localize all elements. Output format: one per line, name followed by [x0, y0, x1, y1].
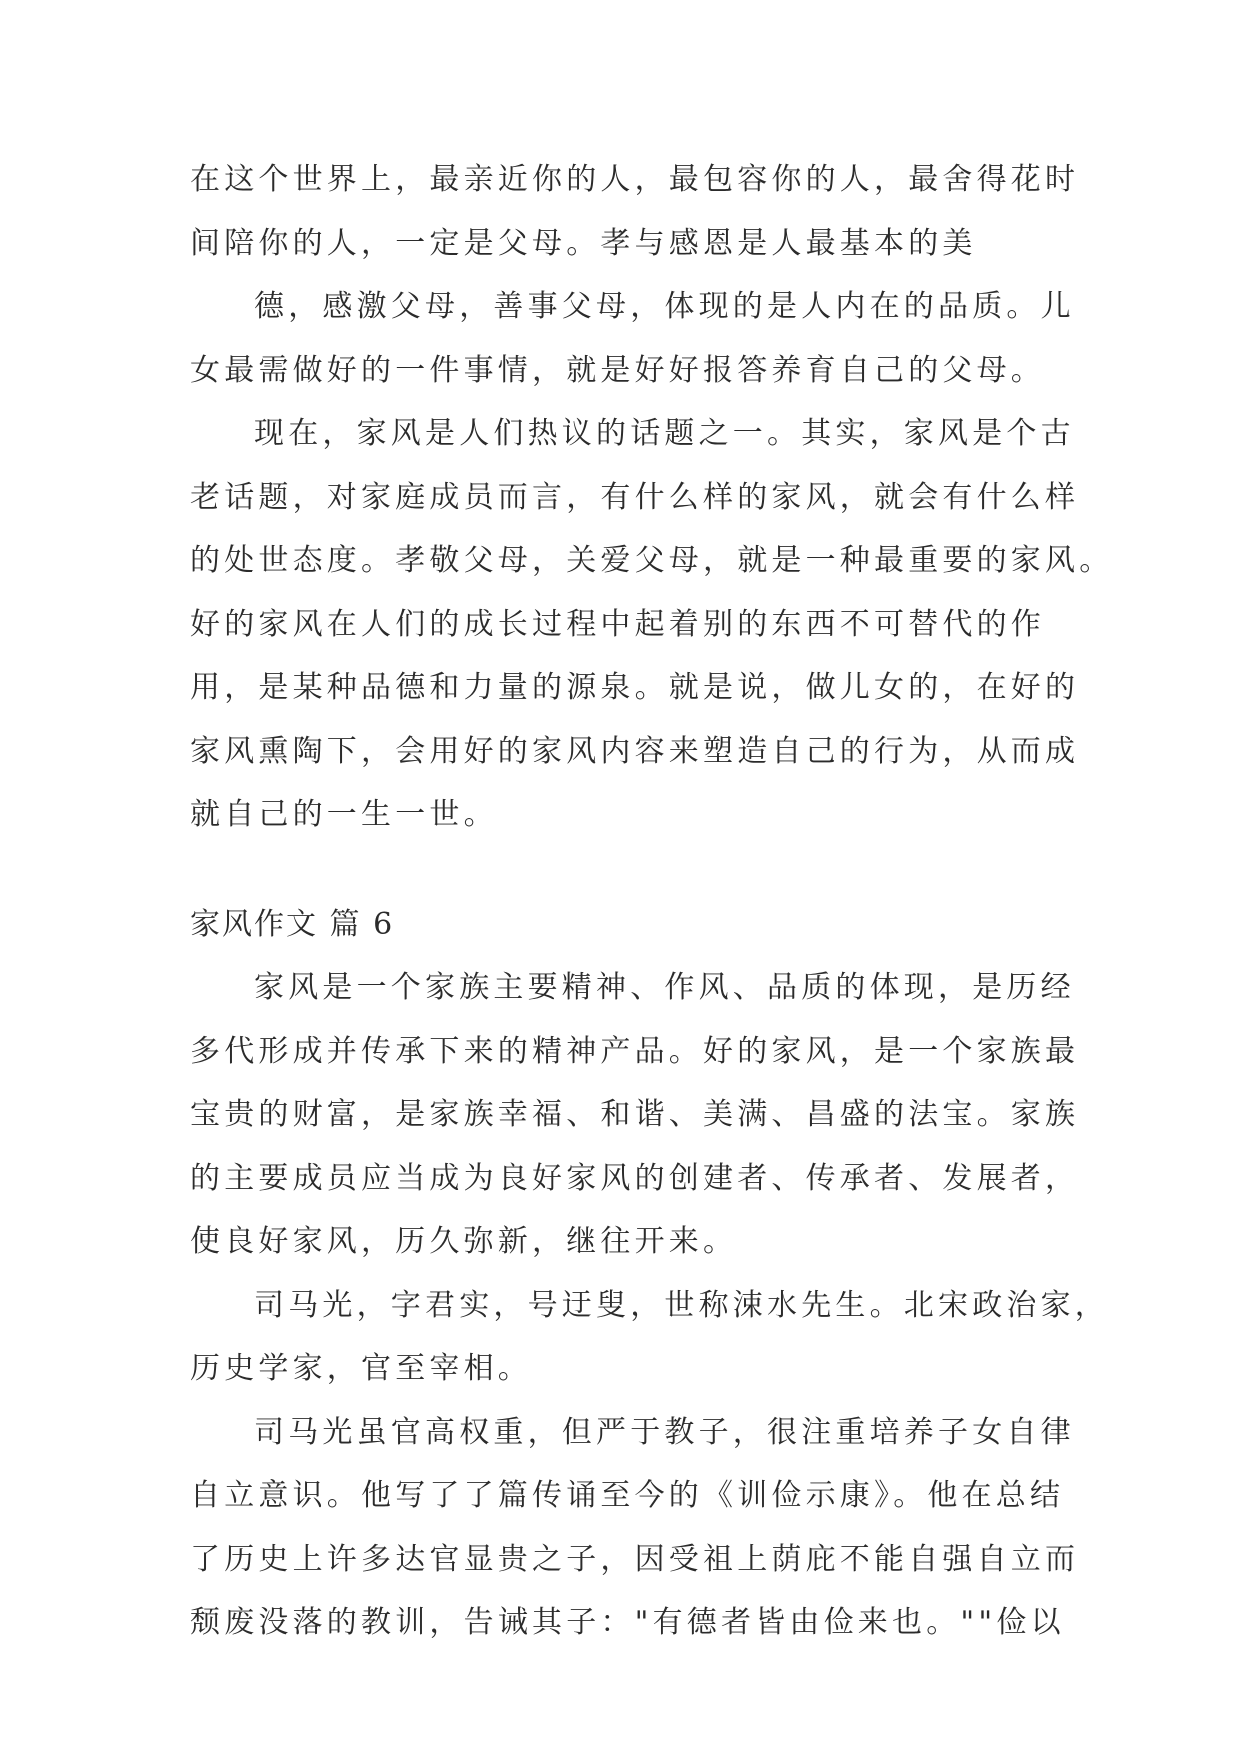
text-line: 的主要成员应当成为良好家风的创建者、传承者、发展者，: [190, 1160, 1080, 1196]
text-line: 自立意识。他写了了篇传诵至今的《训俭示康》。他在总结: [190, 1478, 1065, 1513]
paragraph: [190, 1413, 1080, 1644]
document-body: [190, 160, 1114, 1667]
text-line: 好的家风在人们的成长过程中起着别的东西不可替代的作: [190, 606, 1045, 642]
text-line: 历史学家，官至宰相。: [190, 1351, 532, 1386]
text-line: 颓废没落的教训，告诫其子："有德者皆由俭来也。""俭以: [190, 1605, 1065, 1640]
paragraph: [190, 414, 1114, 835]
text-line: 德，感激父母，善事父母，体现的是人内在的品质。儿: [254, 289, 1075, 324]
text-line: 宝贵的财富，是家族幸福、和谐、美满、昌盛的法宝。家族: [190, 1097, 1080, 1132]
paragraph: [190, 160, 1080, 264]
text-line: 女最需做好的一件事情，就是好好报答养育自己的父母。: [190, 352, 1045, 388]
text-line: 司马光，字君实，号迂叟，世称涑水先生。北宋政治家，: [254, 1287, 1109, 1323]
text-line: 间陪你的人，一定是父母。孝与感恩是人最基本的美: [190, 225, 977, 261]
paragraph: [190, 287, 1075, 391]
text-line: 现在，家风是人们热议的话题之一。其实，家风是个古: [254, 416, 1075, 451]
paragraph: [190, 1286, 1109, 1390]
text-line: 了历史上许多达官显贵之子，因受祖上荫庇不能自强自立而: [190, 1541, 1080, 1577]
text-line: 老话题，对家庭成员而言，有什么样的家风，就会有什么样: [190, 479, 1080, 515]
text-line: 在这个世界上，最亲近你的人，最包容你的人，最舍得花时: [190, 162, 1080, 197]
text-line: 用，是某种品德和力量的源泉。就是说，做儿女的，在好的: [190, 670, 1080, 705]
text-line: 多代形成并传承下来的精神产品。好的家风，是一个家族最: [190, 1033, 1080, 1069]
text-line: 就自己的一生一世。: [190, 797, 498, 832]
text-line: 家风是一个家族主要精神、作风、品质的体现，是历经: [254, 970, 1075, 1005]
section-heading: 家风作文 篇 6: [190, 906, 395, 942]
text-line: 司马光虽官高权重，但严于教子，很注重培养子女自律: [254, 1414, 1075, 1450]
paragraph: [190, 968, 1080, 1262]
text-line: 家风熏陶下，会用好的家风内容来塑造自己的行为，从而成: [190, 733, 1080, 769]
section-spacer: [190, 859, 1060, 905]
text-line: 的处世态度。孝敬父母，关爱父母，就是一种最重要的家风。: [190, 543, 1114, 578]
text-line: 使良好家风，历久弥新，继往开来。: [190, 1224, 738, 1259]
